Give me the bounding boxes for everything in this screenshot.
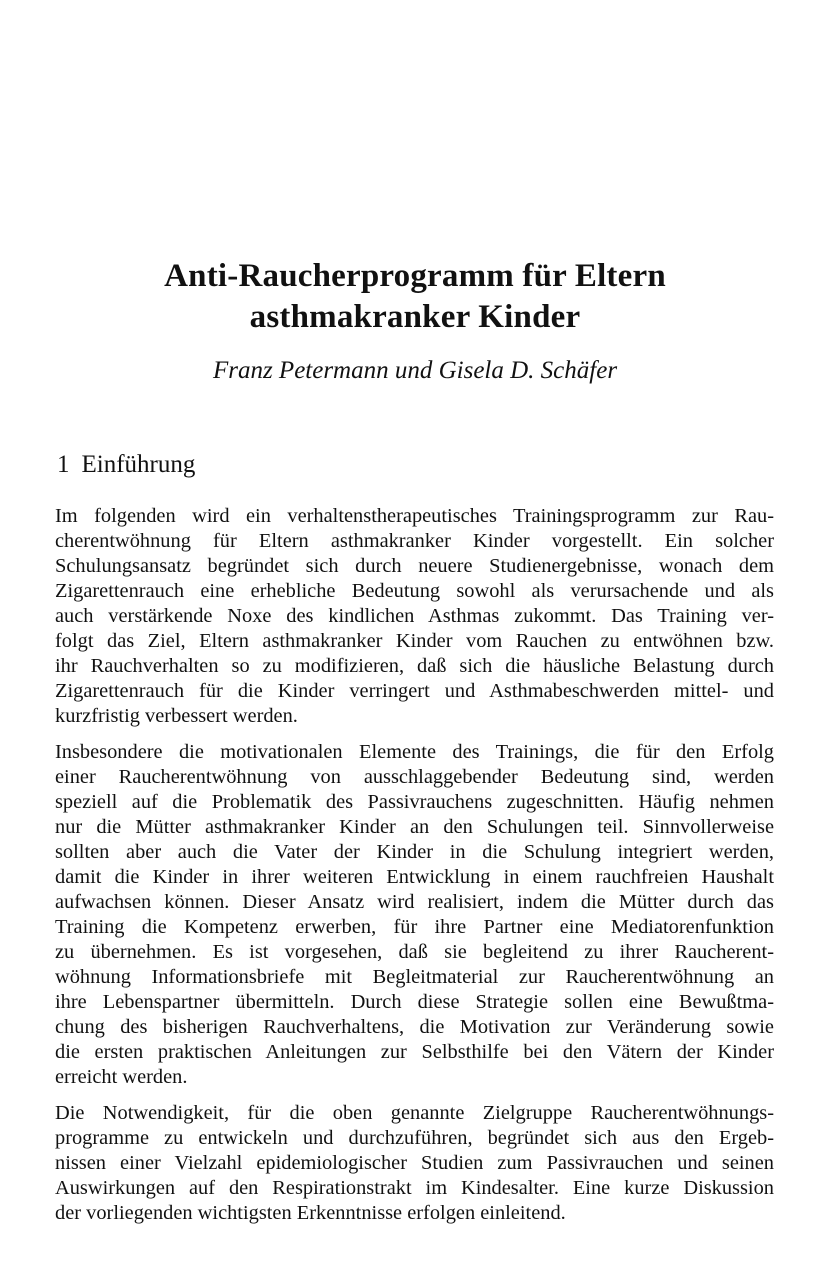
author-line: Franz Petermann und Gisela D. Schäfer: [212, 357, 618, 384]
paragraph-3: [55, 1101, 774, 1226]
section-heading: [57, 448, 195, 482]
text-line: nur die Mütter asthmakranker Kinder an den Schulungen teil. Sinnvollerweise: [55, 816, 774, 838]
section-title: Einführung: [81, 451, 196, 478]
text-line: chung des bisherigen Rauchverhaltens, die Motivation zur Veränderung sowie: [55, 1016, 774, 1038]
text-line: kurzfristig verbessert werden.: [55, 705, 298, 727]
text-line: Insbesondere die motivationalen Elemente des Trainings, die für den Erfolg: [55, 741, 774, 763]
text-line: sollten aber auch die Vater der Kinder in die Schulung integriert werden,: [55, 841, 774, 863]
body-text: [55, 504, 774, 1237]
paper-title: [55, 256, 775, 338]
text-line: Auswirkungen auf den Respirationstrakt im Kindesalter. Eine kurze Diskussion: [55, 1177, 774, 1199]
text-line: Schulungsansatz begründet sich durch neuere Studienergebnisse, wonach dem: [55, 555, 774, 577]
title-line-1: Anti-Raucherprogramm für Eltern: [164, 258, 666, 294]
text-line: Im folgenden wird ein verhaltenstherapeutisches Trainingsprogramm zur Rau-: [55, 505, 774, 527]
text-line: damit die Kinder in ihrer weiteren Entwicklung in einem rauchfreien Haushalt: [55, 866, 774, 888]
text-line: programme zu entwickeln und durchzuführen, begründet sich aus den Ergeb-: [55, 1127, 774, 1149]
text-line: aufwachsen können. Dieser Ansatz wird realisiert, indem die Mütter durch das: [55, 891, 774, 913]
text-line: erreicht werden.: [55, 1066, 188, 1088]
text-line: Zigarettenrauch eine erhebliche Bedeutung sowohl als verursachende und als: [55, 580, 774, 602]
text-line: folgt das Ziel, Eltern asthmakranker Kinder vom Rauchen zu entwöhnen bzw.: [55, 630, 774, 652]
title-line-2: asthmakranker Kinder: [249, 299, 581, 335]
paragraph-2: [55, 740, 774, 1090]
text-line: der vorliegenden wichtigsten Erkenntnisse erfolgen einleitend.: [55, 1202, 566, 1224]
text-line: einer Raucherentwöhnung von ausschlaggebender Bedeutung sind, werden: [55, 766, 774, 788]
text-line: ihre Lebenspartner übermitteln. Durch diese Strategie sollen eine Bewußtma-: [55, 991, 774, 1013]
text-line: auch verstärkende Noxe des kindlichen Asthmas zukommt. Das Training ver-: [55, 605, 774, 627]
text-line: Zigarettenrauch für die Kinder verringert und Asthmabeschwerden mittel- und: [55, 680, 774, 702]
text-line: die ersten praktischen Anleitungen zur Selbsthilfe bei den Vätern der Kinder: [55, 1041, 774, 1063]
text-line: zu übernehmen. Es ist vorgesehen, daß sie begleitend zu ihrer Raucherent-: [55, 941, 774, 963]
text-line: speziell auf die Problematik des Passivrauchens zugeschnitten. Häufig nehmen: [55, 791, 774, 813]
text-line: wöhnung Informationsbriefe mit Begleitmaterial zur Raucherentwöhnung an: [55, 966, 774, 988]
text-line: Die Notwendigkeit, für die oben genannte Zielgruppe Raucherentwöhnungs-: [55, 1102, 774, 1124]
text-line: cherentwöhnung für Eltern asthmakranker Kinder vorgestellt. Ein solcher: [55, 530, 774, 552]
text-line: Training die Kompetenz erwerben, für ihre Partner eine Mediatorenfunktion: [55, 916, 774, 938]
paragraph-1: [55, 504, 774, 729]
text-line: ihr Rauchverhalten so zu modifizieren, daß sich die häusliche Belastung durch: [55, 655, 774, 677]
text-line: nissen einer Vielzahl epidemiologischer Studien zum Passivrauchen und seinen: [55, 1152, 774, 1174]
section-number: 1: [57, 451, 70, 478]
